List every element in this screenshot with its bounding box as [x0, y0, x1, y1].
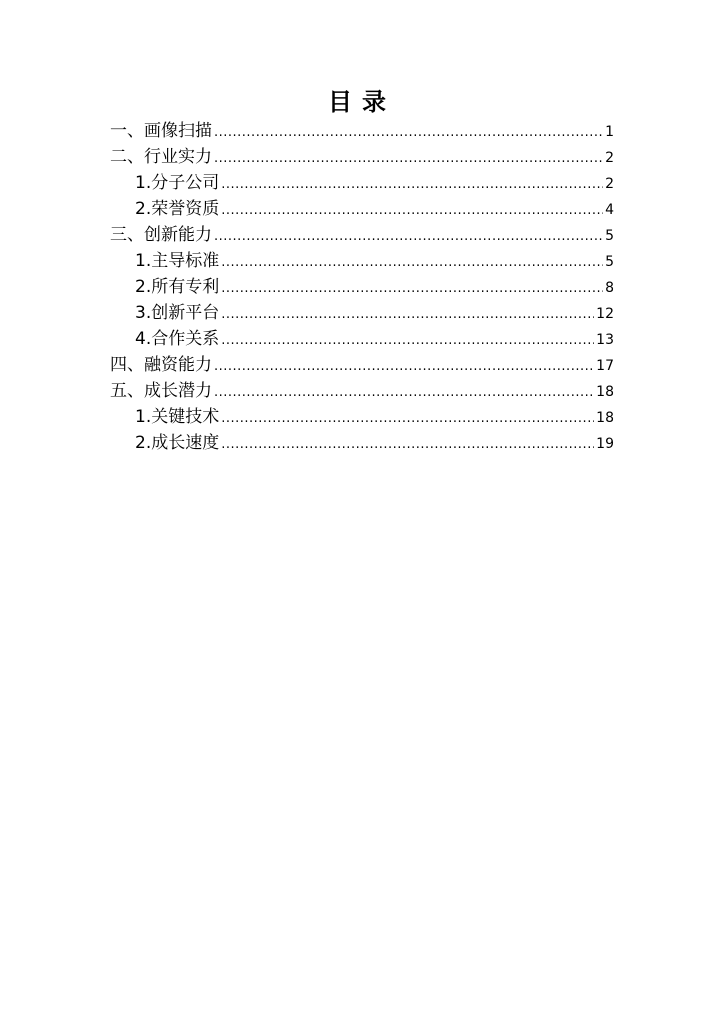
dot-leader: [221, 172, 603, 198]
dot-leader: [214, 380, 594, 406]
toc-entry-partnerships[interactable]: [110, 326, 614, 352]
toc-entry-key-technologies[interactable]: [110, 404, 614, 430]
toc-entry-label: 四、融资能力: [110, 355, 212, 375]
toc-entry-page-number: 1: [605, 124, 614, 140]
toc-entry-label: 1.分子公司: [135, 173, 220, 193]
toc-entry-label: 2.所有专利: [135, 277, 220, 297]
toc-entry-subsidiaries[interactable]: [110, 170, 614, 196]
toc-entry-page-number: 8: [605, 280, 614, 296]
toc-entry-growth-potential[interactable]: [110, 378, 614, 404]
toc-entry-page-number: 2: [605, 150, 614, 166]
dot-leader: [221, 432, 594, 458]
toc-entry-innovation-platforms[interactable]: [110, 300, 614, 326]
toc-entry-label: 2.荣誉资质: [135, 199, 220, 219]
dot-leader: [221, 302, 594, 328]
toc-entry-page-number: 17: [596, 358, 614, 374]
toc-entry-page-number: 5: [605, 254, 614, 270]
dot-leader: [214, 146, 603, 172]
toc-entry-page-number: 12: [596, 306, 614, 322]
page-title: 目录: [328, 88, 396, 116]
toc-entry-honors-qualifications[interactable]: [110, 196, 614, 222]
toc-entry-growth-rate[interactable]: [110, 430, 614, 456]
dot-leader: [221, 250, 603, 276]
toc-entry-label: 1.关键技术: [135, 407, 220, 427]
toc-entry-label: 一、画像扫描: [110, 121, 212, 141]
toc-entry-portrait-scan[interactable]: [110, 118, 614, 144]
toc-entry-page-number: 19: [596, 436, 614, 452]
toc-entry-label: 4.合作关系: [135, 329, 220, 349]
toc-entry-label: 二、行业实力: [110, 147, 212, 167]
toc-entry-financing-capability[interactable]: [110, 352, 614, 378]
toc-entry-page-number: 18: [596, 384, 614, 400]
toc-entry-page-number: 13: [596, 332, 614, 348]
dot-leader: [221, 198, 603, 224]
dot-leader: [214, 120, 603, 146]
toc-entry-page-number: 5: [605, 228, 614, 244]
toc-entry-label: 2.成长速度: [135, 433, 220, 453]
toc-entry-page-number: 2: [605, 176, 614, 192]
toc-entry-label: 3.创新平台: [135, 303, 220, 323]
toc-entry-label: 五、成长潜力: [110, 381, 212, 401]
dot-leader: [214, 224, 603, 250]
dot-leader: [221, 276, 603, 302]
toc-entry-all-patents[interactable]: [110, 274, 614, 300]
table-of-contents: [110, 118, 614, 456]
dot-leader: [221, 328, 594, 354]
toc-entry-page-number: 4: [605, 202, 614, 218]
toc-entry-leading-standards[interactable]: [110, 248, 614, 274]
toc-entry-industry-strength[interactable]: [110, 144, 614, 170]
dot-leader: [214, 354, 594, 380]
dot-leader: [221, 406, 594, 432]
toc-entry-page-number: 18: [596, 410, 614, 426]
toc-entry-label: 1.主导标准: [135, 251, 220, 271]
toc-entry-label: 三、创新能力: [110, 225, 212, 245]
toc-entry-innovation-capability[interactable]: [110, 222, 614, 248]
